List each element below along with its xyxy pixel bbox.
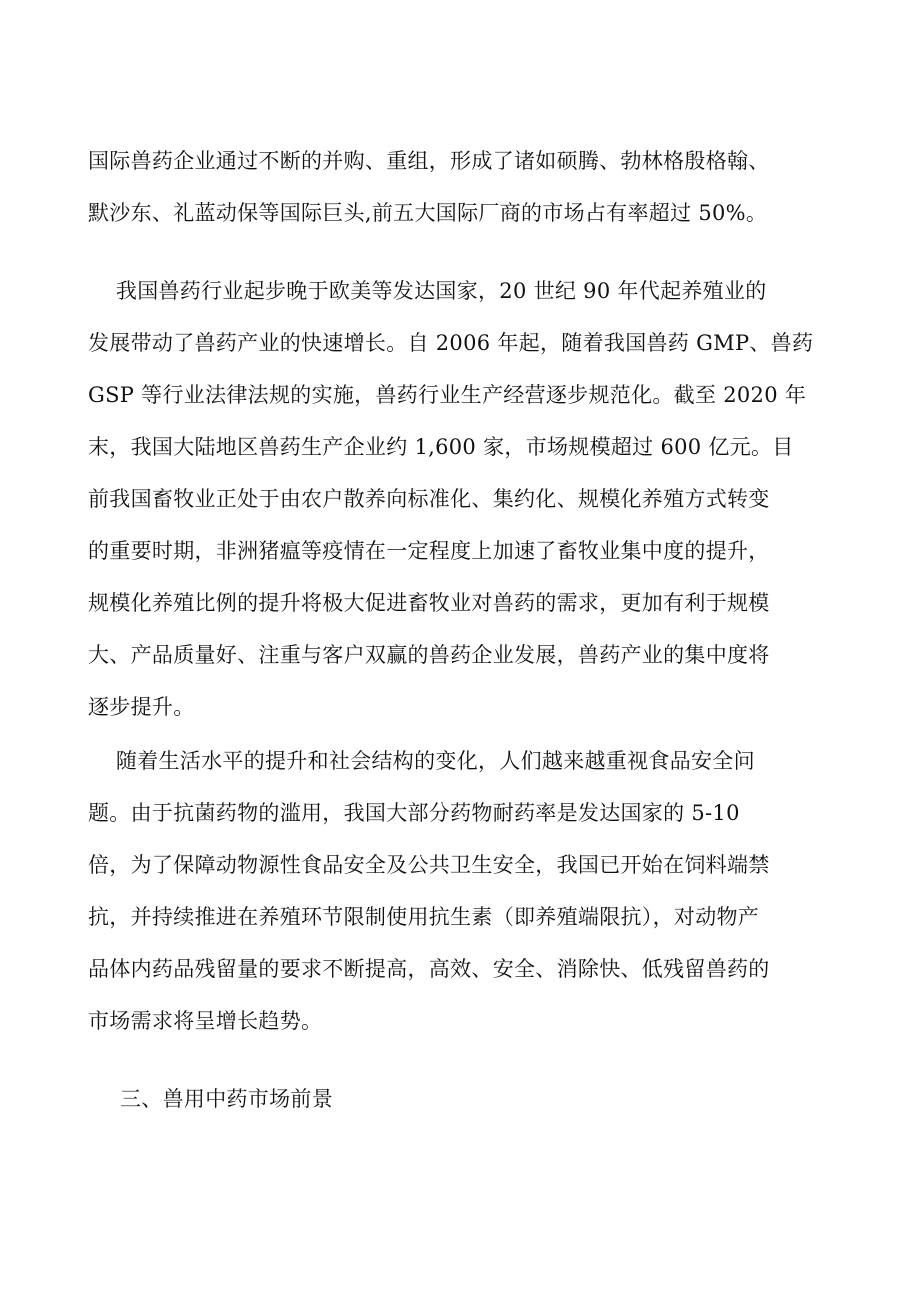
paragraph-2-line: 前我国畜牧业正处于由农户散养向标准化、集约化、规模化养殖方式转变 [88,487,770,511]
paragraph-3-line: 随着生活水平的提升和社会结构的变化，人们越来越重视食品安全问 [88,749,755,773]
paragraph-2-line: 大、产品质量好、注重与客户双赢的兽药企业发展，兽药产业的集中度将 [88,643,770,667]
paragraph-2-line: 规模化养殖比例的提升将极大促进畜牧业对兽药的需求，更加有利于规模 [88,591,770,615]
paragraph-1-line: 默沙东、礼蓝动保等国际巨头,前五大国际厂商的市场占有率超过 50%。 [88,201,768,225]
section-heading: 三、兽用中药市场前景 [120,1087,333,1111]
paragraph-2-line: 末，我国大陆地区兽药生产企业约 1,600 家，市场规模超过 600 亿元。目 [88,435,794,459]
paragraph-2-line: 的重要时期，非洲猪瘟等疫情在一定程度上加速了畜牧业集中度的提升， [88,539,770,563]
paragraph-3-line: 抗，并持续推进在养殖环节限制使用抗生素（即养殖端限抗），对动物产 [88,905,760,929]
paragraph-3-line: 市场需求将呈增长趋势。 [88,1009,323,1033]
paragraph-3-line: 题。由于抗菌药物的滥用，我国大部分药物耐药率是发达国家的 5-10 [88,801,740,825]
paragraph-2-line: 我国兽药行业起步晚于欧美等发达国家，20 世纪 90 年代起养殖业的 [88,279,767,303]
paragraph-3-line: 品体内药品残留量的要求不断提高，高效、安全、消除快、低残留兽药的 [88,957,770,981]
paragraph-2-line: 发展带动了兽药产业的快速增长。自 2006 年起，随着我国兽药 GMP、兽药 [88,331,814,355]
paragraph-2-line: 逐步提升。 [88,695,195,719]
paragraph-1-line: 国际兽药企业通过不断的并购、重组，形成了诸如硕腾、勃林格殷格翰、 [88,149,770,173]
paragraph-2-line: GSP 等行业法律法规的实施，兽药行业生产经营逐步规范化。截至 2020 年 [88,383,807,407]
paragraph-3-line: 倍，为了保障动物源性食品安全及公共卫生安全，我国已开始在饲料端禁 [88,853,770,877]
